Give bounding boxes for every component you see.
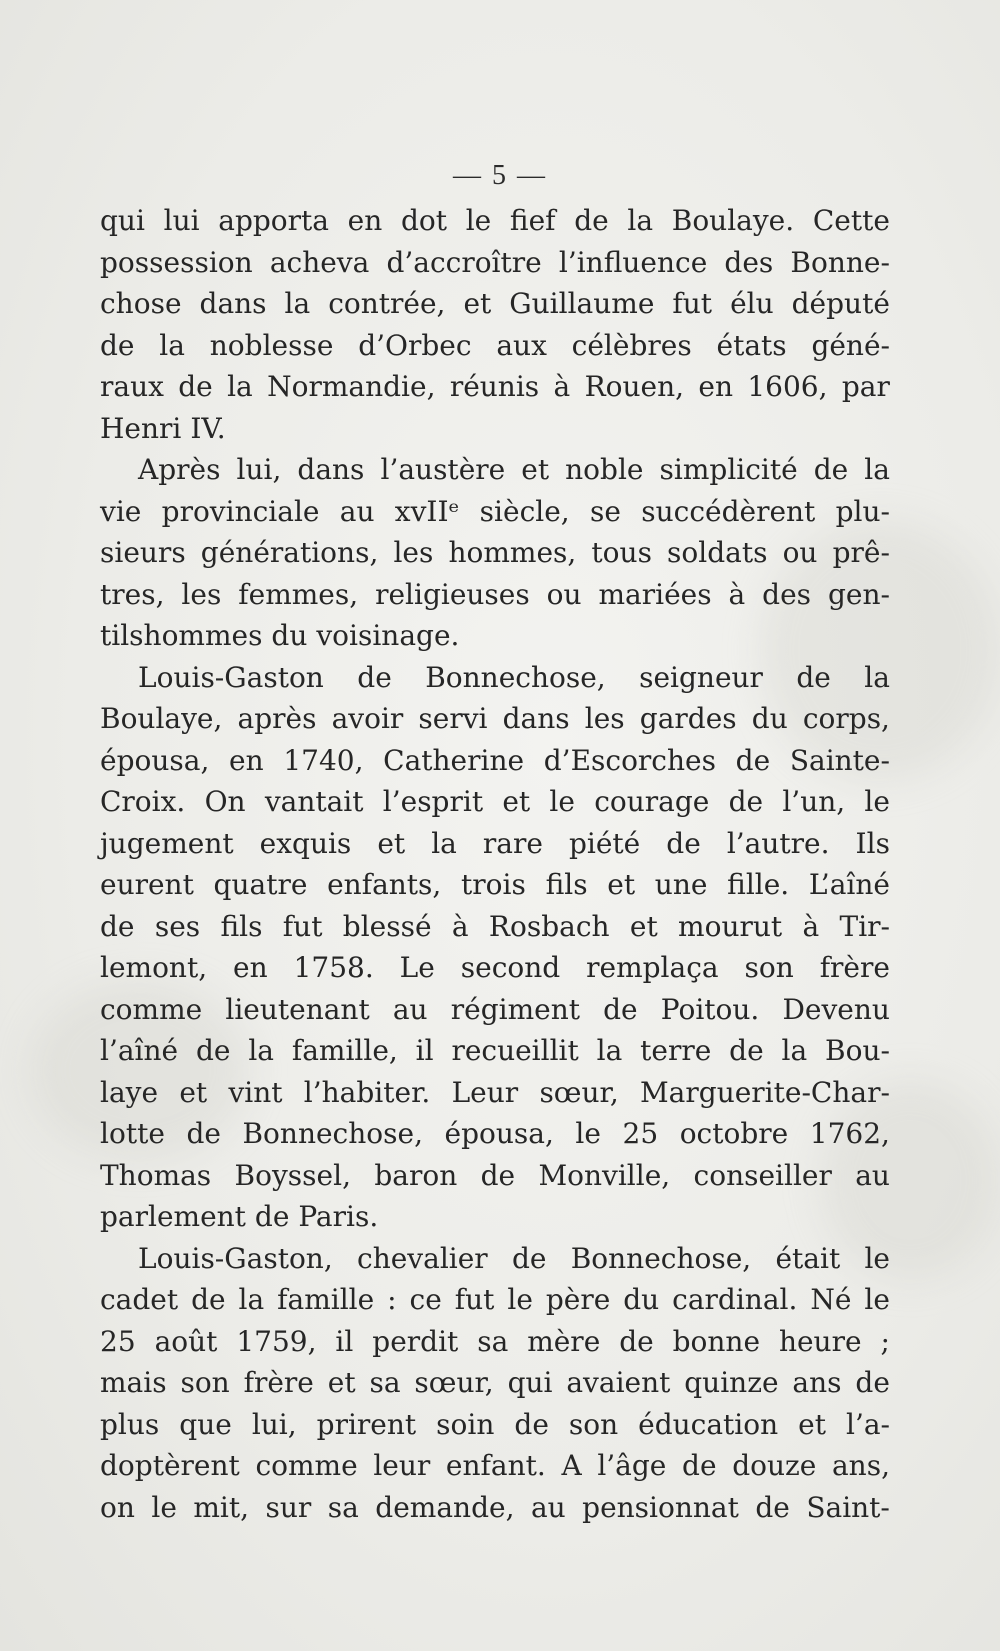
text-line: possession acheva d’accroître l’influence des Bonne- [100,245,890,279]
text-line: mais son frère et sa sœur, qui avaient quinze ans de [100,1366,890,1399]
text-line: 25 août 1759, il perdit sa mère de bonne heure ; [100,1324,890,1358]
text-line: épousa, en 1740, Catherine d’Escorches de Sainte- [100,743,890,777]
text-line: chose dans la contrée, et Guillaume fut élu député [100,287,890,320]
text-line: plus que lui, prirent soin de son éducation et l’a- [100,1407,890,1441]
text-line: tilshommes du voisinage. [100,619,460,652]
text-line: raux de la Normandie, réunis à Rouen, en 1606, par [100,370,890,403]
text-line: doptèrent comme leur enfant. A l’âge de douze ans, [100,1449,890,1482]
text-line: lotte de Bonnechose, épousa, le 25 octobre 1762, [100,1117,890,1150]
text-line: parlement de Paris. [100,1200,379,1233]
text-line: Louis-Gaston de Bonnechose, seigneur de la [138,660,890,694]
text-line: comme lieutenant au régiment de Poitou. Devenu [100,992,890,1026]
text-line: vie provinciale au xvIIᵉ siècle, se succédèrent plu- [100,494,890,528]
text-line: on le mit, sur sa demande, au pensionnat de Saint- [100,1490,890,1524]
text-line: Croix. On vantait l’esprit et le courage de l’un, le [100,785,890,818]
page-number: — 5 — [453,160,547,191]
text-line: Henri IV. [100,411,226,445]
text-line: eurent quatre enfants, trois fils et une fille. L’aîné [100,868,890,901]
text-line: Après lui, dans l’austère et noble simplicité de la [138,453,890,486]
body-text [100,200,890,1528]
text-line: lemont, en 1758. Le second remplaça son frère [100,951,890,984]
text-line: jugement exquis et la rare piété de l’autre. Ils [100,826,890,860]
text-line: Louis-Gaston, chevalier de Bonnechose, était le [138,1241,890,1275]
text-line: tres, les femmes, religieuses ou mariées à des gen- [100,577,890,611]
text-line: de ses fils fut blessé à Rosbach et mourut à Tir- [100,909,890,943]
text-line: cadet de la famille : ce fut le père du cardinal. Né le [100,1283,890,1316]
text-line: Boulaye, après avoir servi dans les gardes du corps, [100,702,890,735]
text-line: laye et vint l’habiter. Leur sœur, Marguerite-Char- [100,1075,890,1109]
text-line: de la noblesse d’Orbec aux célèbres états géné- [100,328,890,362]
text-line: qui lui apporta en dot le fief de la Boulaye. Cette [100,204,890,237]
text-line: sieurs générations, les hommes, tous soldats ou prê- [100,536,890,569]
text-line: Thomas Boyssel, baron de Monville, conseiller au [100,1158,890,1192]
text-line: l’aîné de la famille, il recueillit la terre de la Bou- [100,1034,890,1067]
